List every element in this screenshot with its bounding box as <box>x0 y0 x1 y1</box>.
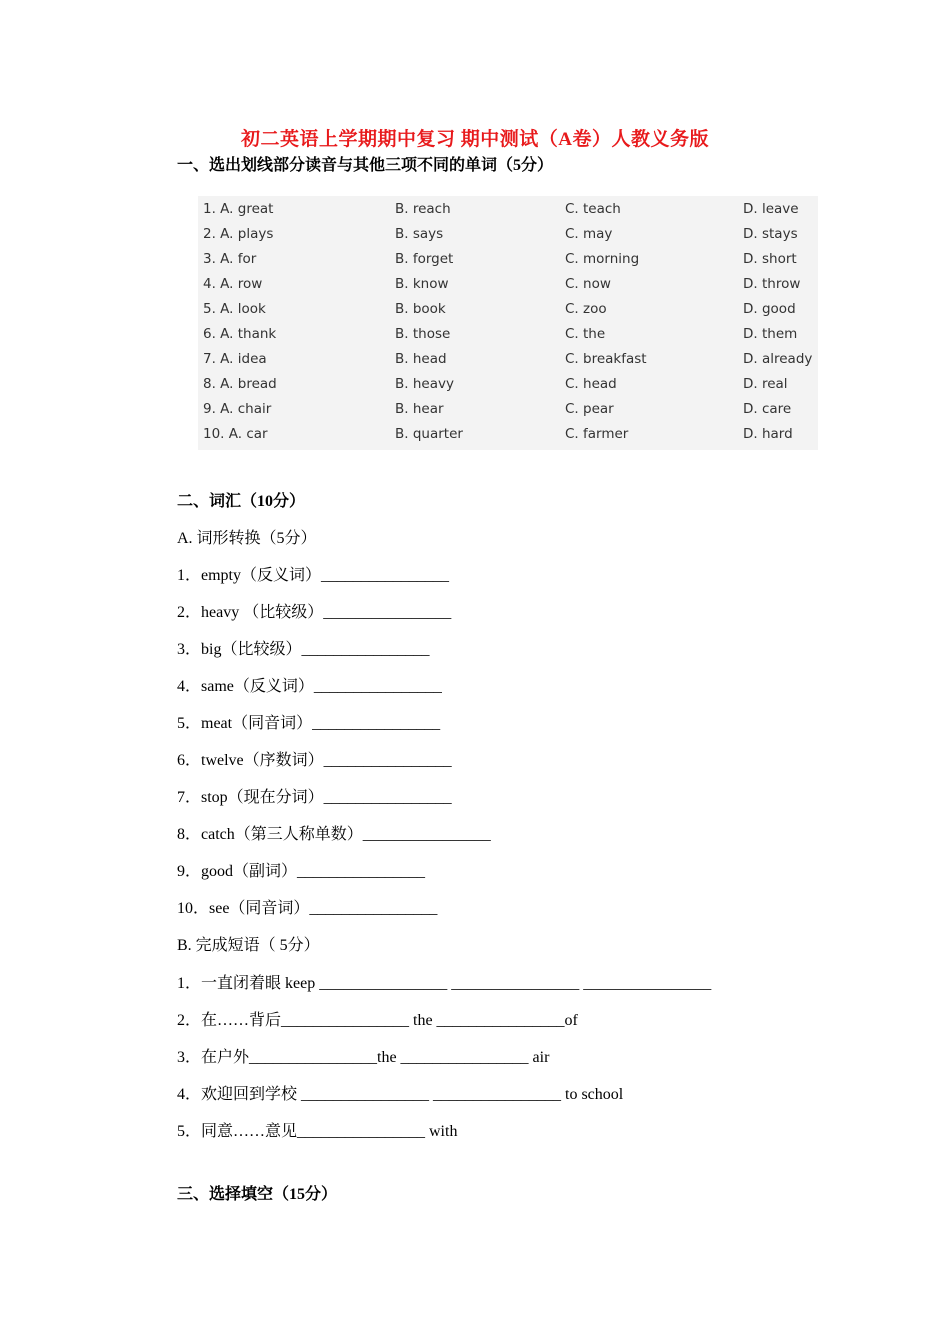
list-item: 5．同意……意见________________ with <box>177 1123 458 1140</box>
pronunciation-table <box>198 196 818 450</box>
list-item: 3．big（比较级）________________ <box>177 641 430 658</box>
table-row <box>198 401 818 426</box>
list-item: 5．meat（同音词）________________ <box>177 715 441 732</box>
list-item: 8．catch（第三人称单数）________________ <box>177 826 491 843</box>
option-a: 4. A. row <box>203 276 263 292</box>
option-c: C. the <box>565 326 606 342</box>
table-row <box>198 226 818 251</box>
option-a: 1. A. great <box>203 201 274 217</box>
option-a: 9. A. chair <box>203 401 272 417</box>
table-row <box>198 376 818 401</box>
option-a: 8. A. bread <box>203 376 277 392</box>
option-c: C. teach <box>565 201 621 217</box>
option-a: 3. A. for <box>203 251 257 267</box>
list-item: 1．一直闭着眼 keep ________________ ________________ ________________ <box>177 975 712 992</box>
table-row <box>198 251 818 276</box>
option-d: D. short <box>743 251 797 267</box>
option-d: D. stays <box>743 226 798 242</box>
option-c: C. farmer <box>565 426 629 442</box>
option-d: D. care <box>743 401 792 417</box>
list-item: 10．see（同音词）________________ <box>177 900 438 917</box>
option-a: 10. A. car <box>203 426 268 442</box>
option-b: B. reach <box>395 201 451 217</box>
list-item: 1．empty（反义词）________________ <box>177 567 449 584</box>
option-a: 2. A. plays <box>203 226 274 242</box>
table-row <box>198 326 818 351</box>
table-row <box>198 201 818 226</box>
section3-heading: 三、选择填空（15分） <box>177 1186 338 1203</box>
list-item: 4．欢迎回到学校 ________________ ________________ to school <box>177 1086 624 1103</box>
list-item: 6．twelve（序数词）________________ <box>177 752 452 769</box>
option-b: B. book <box>395 301 446 317</box>
option-c: C. pear <box>565 401 614 417</box>
list-item: 9．good（副词）________________ <box>177 863 426 880</box>
option-b: B. forget <box>395 251 454 267</box>
option-c: C. breakfast <box>565 351 647 367</box>
list-item: 2．在……背后________________ the ________________of <box>177 1012 578 1029</box>
section1-heading: 一、选出划线部分读音与其他三项不同的单词（5分） <box>177 157 554 174</box>
option-c: C. zoo <box>565 301 607 317</box>
option-b: B. those <box>395 326 451 342</box>
option-d: D. already <box>743 351 813 367</box>
document-title: 初二英语上学期期中复习 期中测试（A卷）人教义务版 <box>241 129 709 150</box>
option-b: B. says <box>395 226 444 242</box>
list-item: 2．heavy （比较级）________________ <box>177 604 452 621</box>
option-a: 5. A. look <box>203 301 266 317</box>
option-b: B. heavy <box>395 376 454 392</box>
partA-heading: A. 词形转换（5分） <box>177 530 317 547</box>
table-row <box>198 351 818 376</box>
list-item: 4．same（反义词）________________ <box>177 678 442 695</box>
option-d: D. throw <box>743 276 801 292</box>
option-a: 7. A. idea <box>203 351 267 367</box>
list-item: 7．stop（现在分词）________________ <box>177 789 452 806</box>
option-b: B. quarter <box>395 426 463 442</box>
option-d: D. good <box>743 301 796 317</box>
option-a: 6. A. thank <box>203 326 277 342</box>
table-row <box>198 426 818 451</box>
option-d: D. real <box>743 376 788 392</box>
option-c: C. morning <box>565 251 640 267</box>
option-d: D. them <box>743 326 798 342</box>
table-row <box>198 276 818 301</box>
option-c: C. now <box>565 276 611 292</box>
option-b: B. know <box>395 276 449 292</box>
option-b: B. head <box>395 351 447 367</box>
list-item: 3．在户外________________the ________________ air <box>177 1049 550 1066</box>
partB-heading: B. 完成短语（ 5分） <box>177 937 320 954</box>
table-row <box>198 301 818 326</box>
option-d: D. leave <box>743 201 799 217</box>
option-b: B. hear <box>395 401 444 417</box>
option-d: D. hard <box>743 426 793 442</box>
section2-heading: 二、词汇（10分） <box>177 493 306 510</box>
option-c: C. head <box>565 376 617 392</box>
option-c: C. may <box>565 226 613 242</box>
